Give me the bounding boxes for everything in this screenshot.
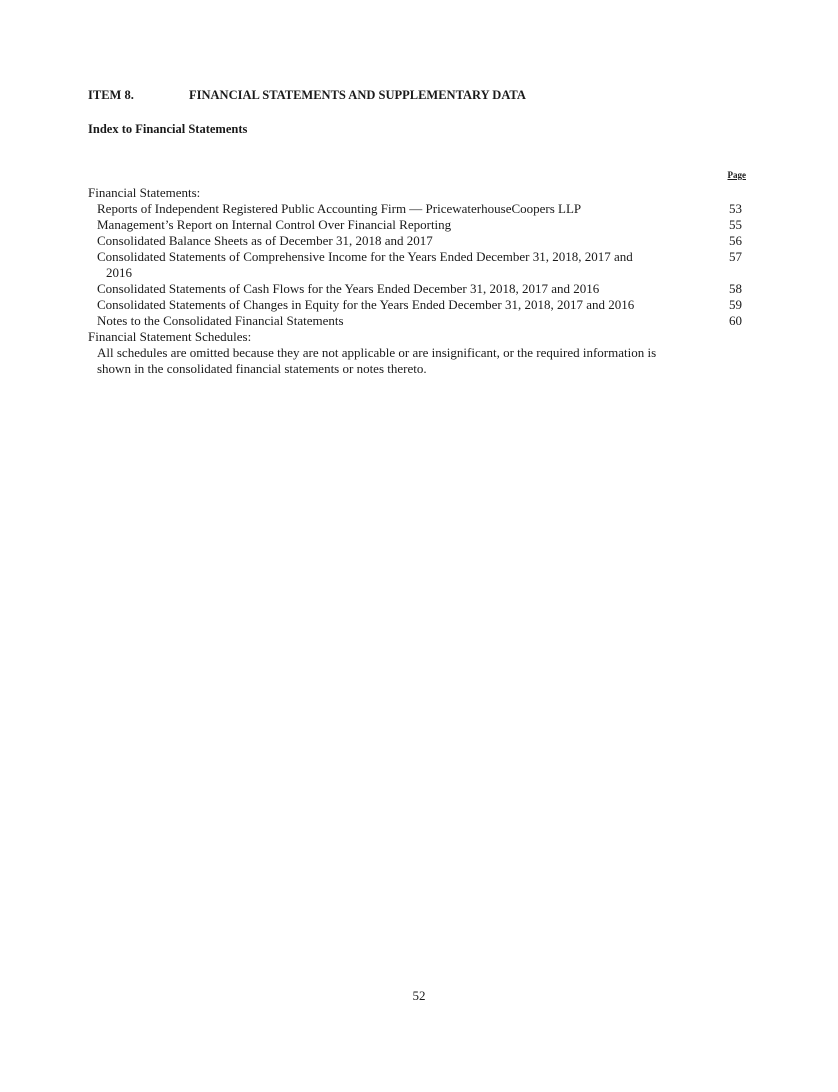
toc-entry-title: Consolidated Statements of Cash Flows for the Years Ended December 31, 2018, 2017 and 2016 [97,281,600,296]
toc-entry-title: Reports of Independent Registered Public Accounting Firm — PricewaterhouseCoopers LLP [97,201,582,216]
toc-row [88,217,742,233]
schedules-note: All schedules are omitted because they are not applicable or are insignificant, or the required information is shown in the consolidated financial statements or notes thereto. [97,345,657,376]
page-column-header: Page [727,170,746,180]
toc-row [88,297,742,313]
toc-entry[interactable] [88,201,677,217]
toc-page-number: 58 [729,281,742,296]
toc-entry[interactable] [88,217,677,233]
toc-entry-continuation: 2016 [106,265,132,280]
item-title: FINANCIAL STATEMENTS AND SUPPLEMENTARY DATA [189,88,526,102]
toc-row [88,249,742,281]
toc-entry-title: Management’s Report on Internal Control Over Financial Reporting [97,217,452,232]
toc-entry-title: Notes to the Consolidated Financial Statements [97,313,344,328]
toc-entry[interactable] [88,297,677,313]
toc-page-number: 60 [729,313,742,328]
toc-row [88,201,742,217]
item-heading [88,88,526,103]
page-number: 52 [412,988,426,1003]
toc-entry[interactable] [88,249,677,281]
toc-page-number: 59 [729,297,742,312]
toc-entry[interactable] [88,233,677,249]
schedules-label: Financial Statement Schedules: [88,329,252,344]
toc-row [88,313,742,329]
toc-page-number: 56 [729,233,742,248]
toc-page-number: 55 [729,217,742,232]
index-title: Index to Financial Statements [88,122,248,136]
toc-entry-title: Consolidated Statements of Comprehensive Income for the Years Ended December 31, 2018, 2017 and [97,249,633,264]
item-number: ITEM 8. [88,88,134,102]
toc-page-number: 57 [729,249,742,264]
toc-entry-title: Consolidated Statements of Changes in Equity for the Years Ended December 31, 2018, 2017 and 2016 [97,297,635,312]
financial-statements-label: Financial Statements: [88,185,201,200]
toc-row [88,281,742,297]
toc-entry[interactable] [88,281,677,297]
toc-entry[interactable] [88,313,677,329]
toc-page-number: 53 [729,201,742,216]
toc-entry-title: Consolidated Balance Sheets as of December 31, 2018 and 2017 [97,233,433,248]
table-of-contents [88,185,742,377]
toc-row [88,233,742,249]
